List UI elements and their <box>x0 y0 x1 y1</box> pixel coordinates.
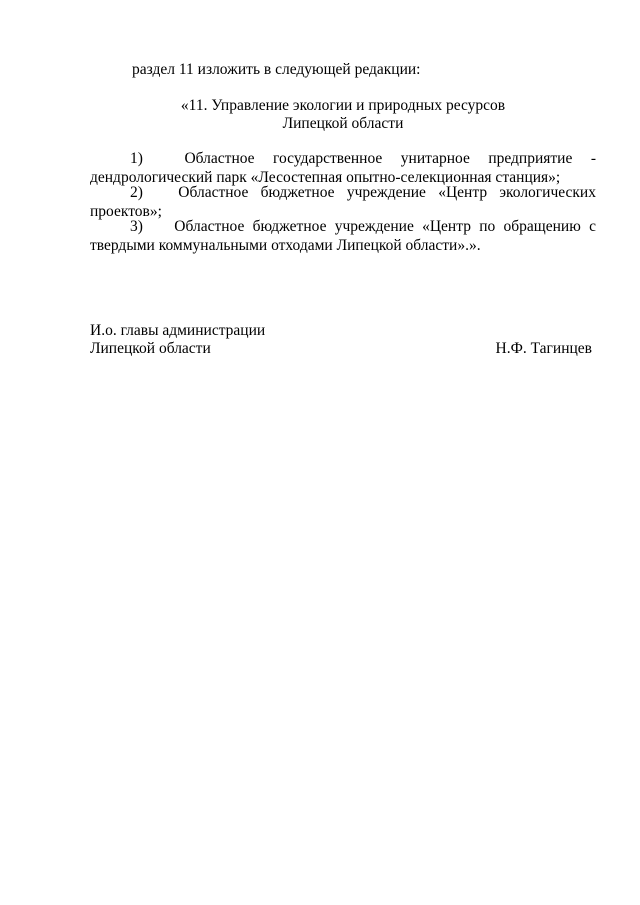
list-item-word: обращению <box>503 218 581 235</box>
list-item-3 <box>90 217 596 255</box>
list-item-word: унитарное <box>400 150 470 167</box>
list-item-word: государственное <box>273 150 383 167</box>
list-item-word: бюджетное <box>252 218 327 235</box>
list-item-first-line <box>90 183 596 202</box>
list-item-first-line <box>90 217 596 236</box>
intro-text: раздел 11 изложить в следующей редакции: <box>132 61 421 78</box>
list-item-word: с <box>589 218 596 235</box>
list-item-word: Областное <box>174 218 245 235</box>
list-item-word: экологических <box>499 184 596 201</box>
section-heading-line1: «11. Управление экологии и природных ресурсов <box>180 97 506 114</box>
list-item-continuation: дендрологический парк «Лесостепная опытно-селекционная станция»; <box>90 169 561 186</box>
section-heading-line2: Липецкой области <box>282 115 404 132</box>
list-item-word: бюджетное <box>260 184 335 201</box>
list-item-1 <box>90 149 596 187</box>
list-item-word: предприятие <box>488 150 573 167</box>
list-item-continuation: проектов»; <box>90 203 162 220</box>
list-item-number: 3) <box>130 218 143 235</box>
list-item-number: 1) <box>130 150 143 167</box>
list-item-number: 2) <box>130 184 143 201</box>
signatory-name: Н.Ф. Тагинцев <box>495 340 592 357</box>
list-item-word: учреждение <box>334 218 414 235</box>
list-item-word: Областное <box>184 150 255 167</box>
list-item-word: Областное <box>178 184 249 201</box>
list-item-word: - <box>590 150 596 167</box>
list-item-word: «Центр <box>438 184 488 201</box>
list-item-word: учреждение <box>346 184 426 201</box>
signatory-organization: Липецкой области <box>90 340 211 357</box>
signatory-title: И.о. главы администрации <box>90 322 266 339</box>
list-item-word: по <box>479 218 496 235</box>
list-item-word: «Центр <box>422 218 471 235</box>
list-item-continuation: твердыми коммунальными отходами Липецкой области».». <box>90 237 481 254</box>
list-item-first-line <box>90 149 596 168</box>
list-item-2 <box>90 183 596 221</box>
